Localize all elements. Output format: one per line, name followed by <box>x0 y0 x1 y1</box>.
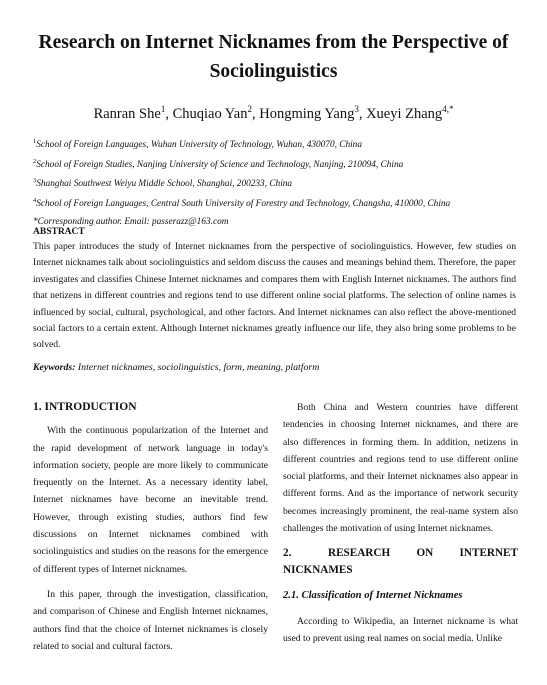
section-heading: 2. RESEARCH ON INTERNET NICKNAMES <box>283 547 518 577</box>
keywords-text: Internet nicknames, sociolinguistics, form, meaning, platform <box>77 362 320 373</box>
author-list: Ranran She$^1$, Chuqiao Yan$^2$, Hongming Yang$^3$, Xueyi Zhang$^{4,*}$ <box>93 104 454 122</box>
paragraph: In this paper, through the investigation, classification, and comparison of Chinese and English Internet nicknames, authors find that the choice of Internet nicknames is closely related to social and cultural factors. <box>33 588 268 652</box>
section-heading: 1. INTRODUCTION <box>33 401 137 413</box>
author-name: Ranran She <box>93 105 161 122</box>
corresponding-author: *Corresponding author. Email: passerazz@163.com <box>33 217 229 228</box>
abstract-heading: ABSTRACT <box>33 227 85 237</box>
paper-title: Research on Internet Nicknames from the Perspective of Sociolinguistics <box>38 32 509 82</box>
affiliation: $^3$Shanghai Southwest Weiyu Middle School, Shanghai, 200233, China <box>33 177 293 190</box>
affiliation-list <box>33 134 523 231</box>
author-name: Xueyi Zhang <box>366 105 443 122</box>
affiliation: $^1$School of Foreign Languages, Wuhan University of Technology, Wuhan, 430070, China <box>33 138 362 151</box>
affiliation: $^2$School of Foreign Studies, Nanjing University of Science and Technology, Nanjing, 210094, China <box>33 157 404 170</box>
abstract-text: This paper introduces the study of Internet nicknames from the perspective of sociolinguistics. However, few studies on Internet nicknames talk about sociolinguistics and seldom discuss the causes and meanings behind them. Therefore, the paper investigates and classifies Chinese Internet nicknames and compares them with English Internet nicknames. The authors find that netizens in different countries and regions tend to use different online social platforms. The selection of online names is influenced by social, cultural, psychological, and other factors. And Internet nicknames can also reflect the above-mentioned social factors to a certain extent. Although Internet nicknames greatly influence our life, they also bring some problems to be solved. <box>33 241 516 351</box>
subsection-heading: 2.1. Classification of Internet Nicknames <box>283 590 463 602</box>
keywords <box>33 362 516 373</box>
affiliation: $^4$School of Foreign Languages, Central South University of Forestry and Technology, Changsha, 410000, China <box>33 196 451 209</box>
author-name: Hongming Yang <box>259 105 355 122</box>
left-column <box>33 399 268 663</box>
keywords-label: Keywords: <box>33 362 76 373</box>
paragraph: Both China and Western countries have different tendencies in choosing Internet nicknames, and there are also differences in forming them. In addition, netizens in different countries and regions tend to use different online social platforms, and their Internet nicknames also appear in different forms. And as the importance of network security becomes increasingly prominent, the real-name system also challenges the motivation of using Internet nicknames. <box>283 402 518 535</box>
right-column <box>283 399 518 655</box>
paragraph: According to Wikipedia, an Internet nickname is what used to prevent using real names on social media. Unlike <box>283 615 518 644</box>
author-name: Chuqiao Yan <box>172 105 248 122</box>
paragraph: With the continuous popularization of the Internet and the rapid development of network language in today's information society, people are more likely to communicate frequently on the Internet. As a necessary identity label, Internet nicknames have become an inevitable trend. However, through existing studies, authors find few discussions on Internet nicknames combined with sociolinguistics and studies on the reasons for the emergence of different types of Internet nicknames. <box>33 425 268 575</box>
